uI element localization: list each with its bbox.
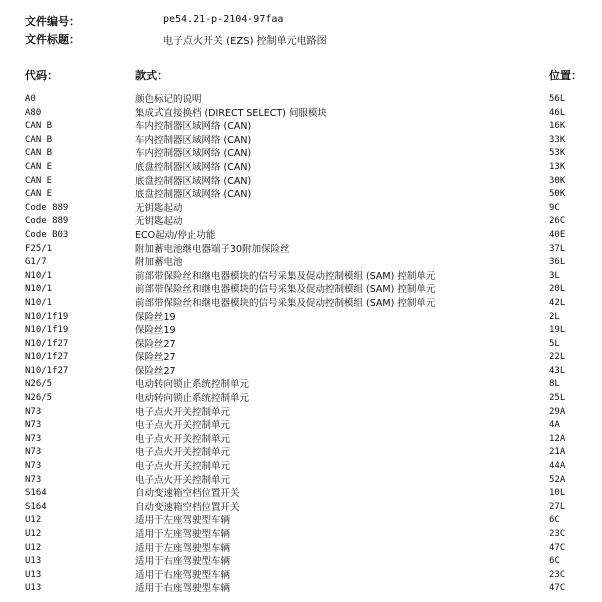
row-description: 保险丝27	[135, 365, 176, 377]
row-description: ECO起动/停止功能	[135, 229, 216, 241]
row-code: CAN E	[25, 189, 53, 200]
row-position: 47C	[549, 542, 566, 553]
row-code: G1/7	[25, 257, 47, 268]
row-description: 适用于左座驾驶型车辆	[135, 529, 231, 540]
table-row	[0, 229, 602, 243]
row-code: N73	[25, 433, 42, 444]
row-description: 无钥匙起动	[135, 202, 183, 214]
row-position: 16K	[549, 121, 566, 132]
row-position: 46L	[549, 107, 566, 118]
table-row	[0, 243, 602, 257]
table-row	[0, 324, 602, 338]
row-description: 保险丝19	[135, 311, 176, 323]
row-description: 前部带保险丝和继电器模块的信号采集及促动控制模组 (SAM) 控制单元	[135, 284, 436, 296]
table-row	[0, 134, 602, 148]
row-position: 44A	[549, 461, 566, 472]
row-description: 电子点火开关控制单元	[135, 433, 231, 445]
row-code: U12	[25, 542, 42, 553]
table-row	[0, 161, 602, 175]
table-row	[0, 202, 602, 216]
row-description: 无钥匙起动	[135, 216, 183, 228]
table-row	[0, 283, 602, 297]
row-code: F25/1	[25, 243, 53, 254]
row-description: 保险丝27	[135, 338, 176, 350]
row-description: 附加蓄电池继电器端子30附加保险丝	[135, 243, 290, 255]
row-description: 前部带保险丝和继电器模块的信号采集及促动控制模组 (SAM) 控制单元	[135, 297, 436, 309]
row-description: 适用于右座驾驶型车辆	[135, 583, 231, 595]
row-code: N26/5	[25, 393, 53, 404]
row-position: 2L	[549, 311, 560, 322]
table-row	[0, 419, 602, 433]
row-code: A0	[25, 94, 36, 104]
table-row	[0, 215, 602, 229]
row-code: CAN E	[25, 175, 53, 186]
table-row	[0, 433, 602, 447]
row-description: 电动转向锁止系统控制单元	[135, 379, 250, 391]
row-position: 8L	[549, 379, 560, 390]
table-row	[0, 256, 602, 270]
row-code: N26/5	[25, 379, 53, 390]
row-code: U13	[25, 556, 42, 567]
table-row	[0, 120, 602, 134]
row-description: 附加蓄电池	[135, 257, 183, 269]
table-row	[0, 542, 602, 556]
row-position: 26C	[549, 216, 566, 227]
row-code: N10/1f27	[25, 365, 69, 376]
row-code: U13	[25, 569, 42, 580]
table-row	[0, 392, 602, 406]
row-code: N73	[25, 447, 42, 458]
row-code: N10/1f27	[25, 352, 69, 363]
row-description: 电子点火开关控制单元	[135, 447, 231, 459]
table-row	[0, 188, 602, 202]
table-row	[0, 446, 602, 460]
row-description: 电子点火开关控制单元	[135, 420, 231, 432]
row-description: 电子点火开关控制单元	[135, 461, 231, 473]
table-row	[0, 582, 602, 596]
row-description: 底盘控制器区域网络 (CAN)	[135, 161, 252, 173]
row-position: 10L	[549, 488, 566, 499]
table-row	[0, 297, 602, 311]
table-row	[0, 501, 602, 515]
row-code: U13	[25, 583, 42, 594]
row-position: 19L	[549, 325, 566, 336]
row-description: 适用于右座驾驶型车辆	[135, 569, 231, 581]
row-position: 22L	[549, 352, 566, 363]
row-description: 自动变速箱空档位置开关	[135, 501, 240, 513]
row-code: N10/1	[25, 284, 53, 295]
row-code: N73	[25, 420, 42, 431]
row-position: 20L	[549, 284, 566, 295]
table-row	[0, 460, 602, 474]
row-position: 6C	[549, 556, 560, 567]
header-code: 代码：	[25, 69, 58, 82]
row-code: A80	[25, 107, 42, 118]
row-code: CAN E	[25, 161, 53, 172]
row-code: U12	[25, 515, 42, 526]
file-title-label: 文件标题：	[25, 33, 80, 46]
row-position: 29A	[549, 406, 566, 417]
row-description: 颜色标记的说明	[135, 94, 202, 105]
row-position: 42L	[549, 297, 566, 308]
row-position: 56L	[549, 94, 566, 104]
row-position: 5L	[549, 338, 560, 349]
table-row	[0, 147, 602, 161]
row-position: 3L	[549, 270, 560, 281]
row-position: 12A	[549, 433, 566, 444]
row-description: 车内控制器区域网络 (CAN)	[135, 148, 252, 160]
row-position: 13K	[549, 161, 566, 172]
row-code: N10/1	[25, 297, 53, 308]
file-number-label: 文件编号：	[25, 15, 80, 28]
table-row	[0, 365, 602, 379]
row-description: 车内控制器区域网络 (CAN)	[135, 134, 252, 146]
row-position: 47C	[549, 583, 566, 594]
table-row	[0, 351, 602, 365]
row-description: 电动转向锁止系统控制单元	[135, 393, 250, 405]
row-code: N10/1f27	[25, 338, 69, 349]
row-description: 适用于左座驾驶型车辆	[135, 515, 231, 527]
row-code: N10/1f19	[25, 325, 69, 336]
row-code: CAN B	[25, 121, 53, 132]
row-position: 43L	[549, 365, 566, 376]
file-number-value: pe54.21-p-2104-97faa	[163, 14, 284, 25]
row-code: CAN B	[25, 134, 53, 145]
table-row	[0, 378, 602, 392]
table-row	[0, 514, 602, 528]
row-position: 37L	[549, 243, 566, 254]
table-row	[0, 406, 602, 420]
row-position: 23C	[549, 529, 566, 539]
row-position: 23C	[549, 569, 566, 580]
row-description: 电子点火开关控制单元	[135, 474, 231, 486]
row-position: 25L	[549, 393, 566, 404]
table-row	[0, 93, 602, 107]
row-description: 车内控制器区域网络 (CAN)	[135, 121, 252, 133]
table-row	[0, 338, 602, 352]
row-code: CAN B	[25, 148, 53, 159]
row-position: 4A	[549, 420, 560, 431]
row-code: N73	[25, 474, 42, 485]
row-code: Code 889	[25, 202, 69, 213]
row-description: 自动变速箱空档位置开关	[135, 488, 240, 500]
row-position: 21A	[549, 447, 566, 458]
row-code: N10/1	[25, 270, 53, 281]
header-model: 款式：	[135, 69, 168, 82]
table-row	[0, 270, 602, 284]
row-code: N73	[25, 406, 42, 417]
row-position: 52A	[549, 474, 566, 485]
header-position: 位置：	[549, 69, 582, 82]
table-row	[0, 175, 602, 189]
table-row	[0, 487, 602, 501]
component-table	[0, 93, 602, 596]
row-code: N73	[25, 461, 42, 472]
row-description: 适用于左座驾驶型车辆	[135, 542, 231, 554]
row-description: 适用于右座驾驶型车辆	[135, 556, 231, 568]
row-position: 33K	[549, 134, 566, 145]
row-position: 40E	[549, 229, 566, 240]
table-row	[0, 555, 602, 569]
row-code: S164	[25, 501, 47, 512]
row-code: Code 889	[25, 216, 69, 227]
row-position: 27L	[549, 501, 566, 512]
row-description: 保险丝19	[135, 325, 176, 337]
row-description: 集成式直接换档 (DIRECT SELECT) 伺服模块	[135, 107, 327, 119]
row-position: 50K	[549, 189, 566, 200]
row-code: Code B03	[25, 229, 69, 240]
row-code: S164	[25, 488, 47, 499]
row-position: 9C	[549, 202, 560, 213]
row-position: 30K	[549, 175, 566, 186]
row-description: 底盘控制器区域网络 (CAN)	[135, 189, 252, 201]
row-description: 保险丝27	[135, 352, 176, 364]
row-position: 6C	[549, 515, 560, 526]
table-row	[0, 528, 602, 542]
row-description: 电子点火开关控制单元	[135, 406, 231, 418]
file-title-value: 电子点火开关 (EZS) 控制单元电路图	[163, 36, 327, 47]
row-description: 前部带保险丝和继电器模块的信号采集及促动控制模组 (SAM) 控制单元	[135, 270, 436, 282]
table-row	[0, 474, 602, 488]
row-position: 36L	[549, 257, 566, 268]
row-description: 底盘控制器区域网络 (CAN)	[135, 175, 252, 187]
table-row	[0, 311, 602, 325]
row-position: 53K	[549, 148, 566, 159]
table-row	[0, 107, 602, 121]
row-code: N10/1f19	[25, 311, 69, 322]
table-row	[0, 569, 602, 583]
row-code: U12	[25, 529, 42, 539]
